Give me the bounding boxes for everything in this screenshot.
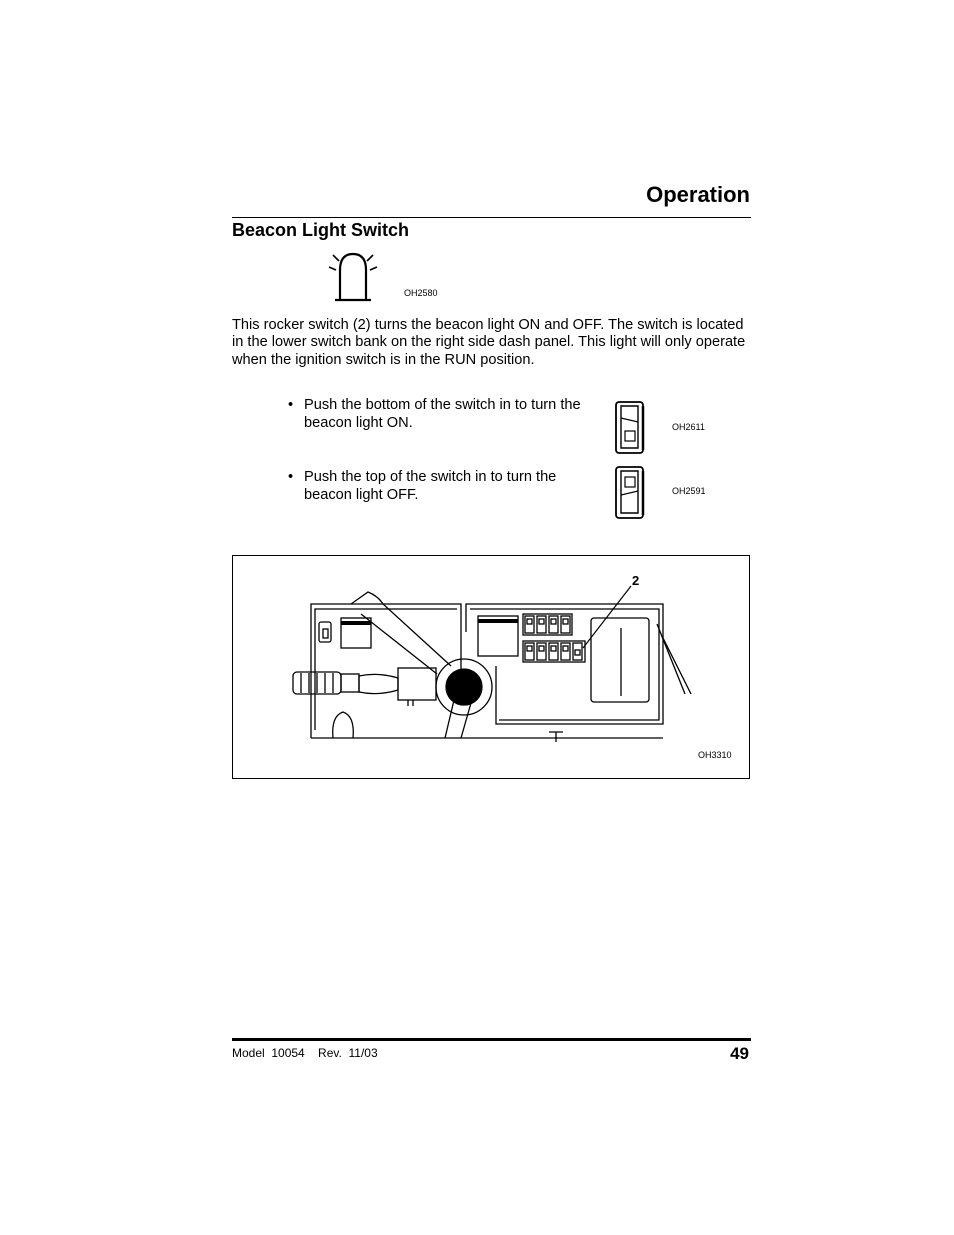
bullet-text-off: Push the top of the switch in to turn the beacon light OFF. [304, 469, 557, 503]
figure-code: OH3310 [698, 750, 732, 760]
switch-off-code: OH2591 [672, 486, 706, 496]
page-heading: Beacon Light Switch [232, 220, 410, 240]
bullet-item-off [288, 468, 608, 508]
section-title: Operation [646, 182, 750, 207]
bullet-dot: • [288, 469, 294, 485]
dash-panel-figure [232, 555, 750, 779]
rocker-switch-off-icon [614, 465, 646, 521]
switch-on-code: OH2611 [672, 422, 705, 432]
beacon-figure-code: OH2580 [404, 288, 438, 298]
footer-rule [232, 1038, 751, 1041]
beacon-light-icon [326, 248, 382, 304]
header-rule [232, 217, 751, 218]
bullet-text-on: Push the bottom of the switch in to turn the beacon light ON. [304, 397, 581, 431]
dash-panel-illustration [233, 556, 749, 778]
rocker-switch-on-icon [614, 400, 646, 456]
intro-paragraph: This rocker switch (2) turns the beacon light ON and OFF. The switch is located in the lower switch bank on the right side dash panel. This light will only operate when the ignition switch is in the RUN position. [232, 317, 746, 368]
page-number: 49 [730, 1044, 749, 1063]
bullet-dot: • [288, 397, 294, 413]
callout-2: 2 [632, 573, 640, 588]
footer-model-rev: Model 10054 Rev. 11/03 [232, 1046, 378, 1060]
bullet-item-on [288, 396, 608, 436]
